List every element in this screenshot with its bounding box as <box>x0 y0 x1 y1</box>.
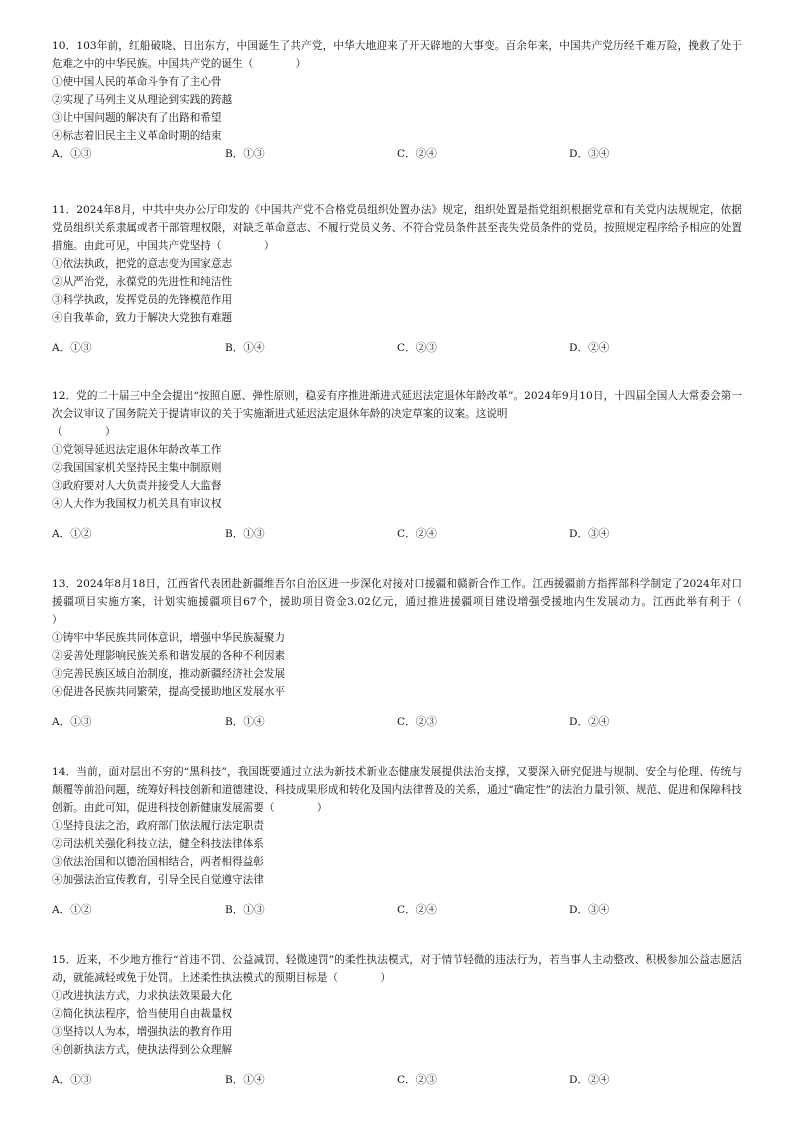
answer-choices <box>52 1071 742 1089</box>
statement-4: ④自我革命，致力于解决大党独有难题 <box>52 312 233 324</box>
statement-3: ③依法治国和以德治国相结合，两者相得益彰 <box>52 856 264 868</box>
choice-a[interactable]: A．①③ <box>52 148 92 160</box>
statement-1: ①改进执法方式，力求执法效果最大化 <box>52 990 233 1002</box>
question-14 <box>52 763 742 919</box>
choice-c[interactable]: C．②③ <box>397 716 437 728</box>
answer-choices <box>52 713 742 731</box>
statement-3: ③政府要对人大负责并接受人大监督 <box>52 480 222 492</box>
question-12 <box>52 387 742 543</box>
choice-b[interactable]: B．①③ <box>225 528 265 540</box>
question-stem <box>52 201 742 255</box>
stem-text: 12．党的二十届三中全会提出“按照自愿、弹性原则，稳妥有序推进渐进式延迟法定退休年龄改革”。2024年9月10日，十四届全国人大常委会第一次会议审议了国务院关于提请审议的关于实施渐进式延迟法定退休年龄的决定草案的议案。这说明 <box>52 390 742 420</box>
statement-3: ③完善民族区域自治制度，推动新疆经济社会发展 <box>52 668 286 680</box>
choice-d[interactable]: D．②④ <box>569 716 610 728</box>
statement-2: ②简化执法程序，恰当使用自由裁量权 <box>52 1008 233 1020</box>
question-stem <box>52 387 742 441</box>
statement-1: ①坚持良法之治，政府部门依法履行法定职责 <box>52 820 264 832</box>
answer-blank: （ ） <box>52 426 116 438</box>
statement-4: ④人大作为我国权力机关具有审议权 <box>52 498 222 510</box>
statement-3: ③坚持以人为本，增强执法的教育作用 <box>52 1026 233 1038</box>
choice-c[interactable]: C．②④ <box>397 904 437 916</box>
choice-d[interactable]: D．②④ <box>569 1074 610 1086</box>
statement-1: ①党领导延迟法定退休年龄改革工作 <box>52 444 222 456</box>
stem-text: 13．2024年8月18日，江西省代表团赴新疆维吾尔自治区进一步深化对接对口援疆和赣新合作工作。江西援疆前方指挥部科学制定了2024年对口援疆项目实施方案，计划实施援疆项目67个，援助项目资金3.02亿元，通过推进援疆项目建设增强受援地内生发展动力。江西此举有利于（ ） <box>52 578 785 626</box>
answer-choices <box>52 339 742 357</box>
choice-b[interactable]: B．①④ <box>225 1074 265 1086</box>
statement-2: ②我国国家机关坚持民主集中制原则 <box>52 462 222 474</box>
question-stem <box>52 575 785 629</box>
stem-text: 15．近来，不少地方推行“首违不罚、公益减罚、轻微速罚”的柔性执法模式，对于情节轻微的违法行为，若当事人主动整改、积极参加公益志愿活动，就能减轻或免于处罚。上述柔性执法模式的预期目标是（ ） <box>52 954 742 984</box>
choice-a[interactable]: A．①③ <box>52 1074 92 1086</box>
choice-c[interactable]: C．②③ <box>397 342 437 354</box>
question-stem <box>52 763 742 817</box>
statement-2: ②司法机关强化科技立法，健全科技法律体系 <box>52 838 264 850</box>
question-11 <box>52 201 742 357</box>
answer-choices <box>52 901 742 919</box>
statement-3: ③科学执政，发挥党员的先锋模范作用 <box>52 294 233 306</box>
choice-b[interactable]: B．①③ <box>225 148 265 160</box>
choice-a[interactable]: A．①③ <box>52 716 92 728</box>
statement-2: ②妥善处理影响民族关系和谐发展的各种不利因素 <box>52 650 286 662</box>
choice-d[interactable]: D．③④ <box>569 904 610 916</box>
statement-1: ①使中国人民的革命斗争有了主心骨 <box>52 76 222 88</box>
choice-c[interactable]: C．②③ <box>397 1074 437 1086</box>
choice-d[interactable]: D．③④ <box>569 528 610 540</box>
choice-a[interactable]: A．①② <box>52 904 92 916</box>
choice-c[interactable]: C．②④ <box>397 528 437 540</box>
choice-d[interactable]: D．②④ <box>569 342 610 354</box>
choice-d[interactable]: D．③④ <box>569 148 610 160</box>
statement-3: ③让中国问题的解决有了出路和希望 <box>52 112 222 124</box>
statement-4: ④标志着旧民主主义革命时期的结束 <box>52 130 222 142</box>
statement-4: ④加强法治宣传教育，引导全民自觉遵守法律 <box>52 874 264 886</box>
choice-b[interactable]: B．①④ <box>225 342 265 354</box>
statement-2: ②实现了马列主义从理论到实践的跨越 <box>52 94 233 106</box>
choice-b[interactable]: B．①③ <box>225 904 265 916</box>
stem-text: 14．当前，面对层出不穷的“黑科技”，我国既要通过立法为新技术新业态健康发展提供法治支撑，又要深入研究促进与规制、安全与伦理、传统与颠覆等前沿问题，统筹好科技创新和道德建设、科技成果形成和转化及国内法律普及的关系，通过“确定性”的法治力量引领、规范、促进和保障科技创新。由此可知，促进科技创新健康发展需要（ ） <box>52 766 742 814</box>
question-15 <box>52 951 742 1089</box>
statement-4: ④促进各民族共同繁荣，提高受援助地区发展水平 <box>52 686 286 698</box>
statement-4: ④创新执法方式，使执法得到公众理解 <box>52 1044 233 1056</box>
choice-b[interactable]: B．①④ <box>225 716 265 728</box>
statement-2: ②从严治党，永葆党的先进性和纯洁性 <box>52 276 233 288</box>
question-13 <box>52 575 785 731</box>
question-stem <box>52 951 742 987</box>
choice-a[interactable]: A．①③ <box>52 342 92 354</box>
answer-choices <box>52 145 742 163</box>
question-10 <box>52 37 742 163</box>
question-stem <box>52 37 742 73</box>
choice-a[interactable]: A．①② <box>52 528 92 540</box>
choice-c[interactable]: C．②④ <box>397 148 437 160</box>
answer-choices <box>52 525 742 543</box>
statement-1: ①铸牢中华民族共同体意识，增强中华民族凝聚力 <box>52 632 286 644</box>
statement-1: ①依法执政，把党的意志变为国家意志 <box>52 258 233 270</box>
stem-text: 10．103年前，红船破晓、日出东方，中国诞生了共产党，中华大地迎来了开天辟地的大事变。百余年来，中国共产党历经千难万险，挽救了处于危难之中的中华民族。中国共产党的诞生（ ） <box>52 40 742 70</box>
stem-text: 11．2024年8月，中共中央办公厅印发的《中国共产党不合格党员组织处置办法》规定，组织处置是指党组织根据党章和有关党内法规规定，依据党员组织关系隶属或者干部管理权限，对缺乏革命意志、不履行党员义务、不符合党员条件甚至丧失党员条件的党员，按照规定程序给予相应的处置措施。由此可见，中国共产党坚持（ ） <box>52 204 742 252</box>
